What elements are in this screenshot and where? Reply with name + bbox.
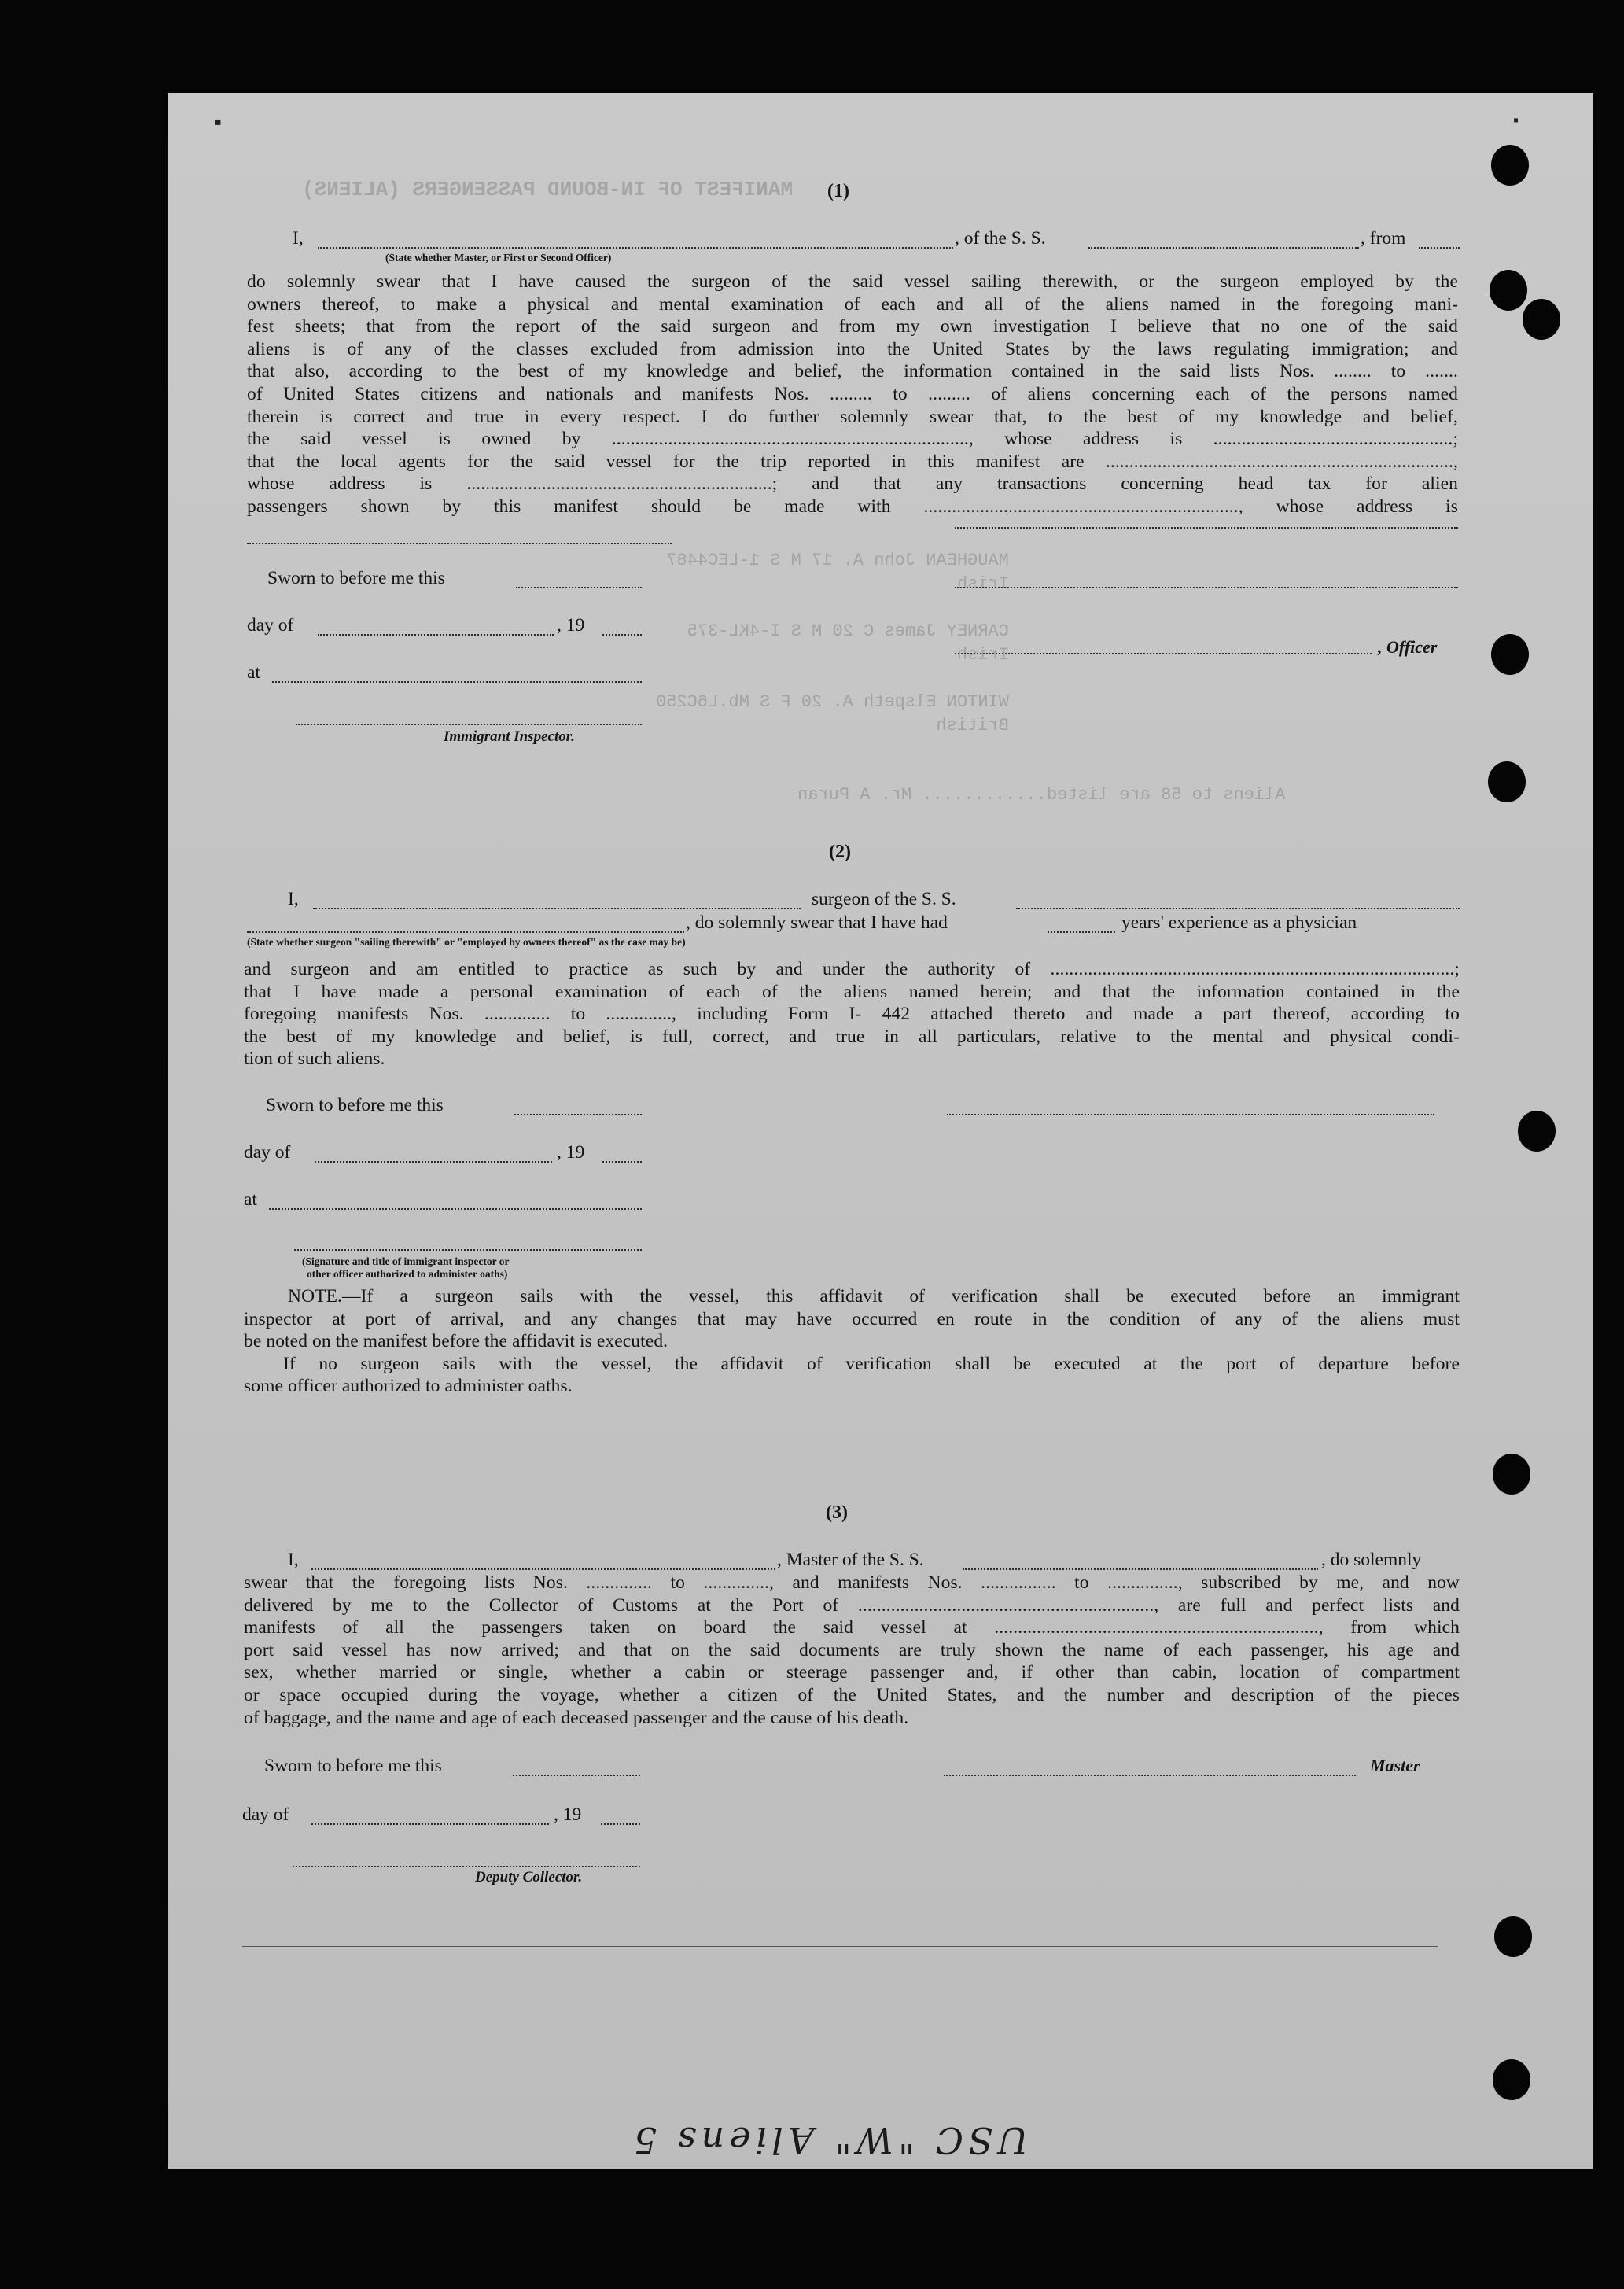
binder-hole [1493,2059,1530,2100]
sworn-year-field-1[interactable] [602,634,642,636]
oath-line: aliens is of any of the classes excluded from admission into the United States by the laws regulating immigration; and [247,338,1458,359]
section-3-number: (3) [826,1502,848,1523]
signature-note-2: other officer authorized to administer oaths) [307,1268,508,1280]
from-label: , from [1361,228,1406,249]
agent-address-field[interactable] [247,543,672,544]
role-note: (State whether Master, or First or Second Officer) [385,252,612,264]
section-3-oath-text [244,1572,1460,1729]
surgeon-type-field[interactable] [247,931,684,933]
master-name-field[interactable] [311,1568,775,1570]
day-of-label-2: day of [244,1142,291,1163]
sworn-year-field-3[interactable] [601,1823,640,1825]
inspector-signature-field[interactable] [296,724,642,725]
sworn-month-field-1[interactable] [318,634,554,636]
surgeon-note: (State whether surgeon "sailing therewith" or "employed by owners thereof" as the case may be) [247,936,686,948]
surgeon-of-ss-label: surgeon of the S. S. [812,889,956,909]
sworn-label-3: Sworn to before me this [264,1756,442,1776]
oath-line: of baggage, and the name and age of each deceased passenger and the cause of his death. [244,1707,909,1728]
surgeon-ship-field[interactable] [1016,908,1460,909]
officer-label: , Officer [1378,637,1438,657]
signature-note-1: (Signature and title of immigrant inspector or [302,1255,510,1267]
section-2-i: I, [288,889,299,909]
day-of-label-3: day of [242,1804,289,1825]
immigrant-inspector-label: Immigrant Inspector. [444,728,575,745]
binder-hole [1491,634,1529,675]
oath-line: whose address is .................................................................; and that any transactions concerning head tax for alien [247,474,1458,495]
sworn-year-field-2[interactable] [602,1161,642,1163]
oath-line: passengers shown by this manifest should be made with ..................................................................., whose address is [247,496,1458,517]
oath-line: and surgeon and am entitled to practice as such by and under the authority of ......................................................................................; [244,959,1460,979]
oath-line: sex, whether married or single, whether a cabin or steerage passenger and, if other than cabin, location of compartment [244,1662,1460,1683]
sworn-place-field-2[interactable] [269,1208,642,1210]
of-the-ss-label: , of the S. S. [955,228,1046,249]
bottom-rule [242,1946,1438,1947]
officer-signature-field[interactable] [955,653,1372,654]
officer-signature-extra-line[interactable] [955,587,1458,588]
binder-hole [1488,761,1526,802]
at-label-2: at [244,1189,257,1210]
section-2-number: (2) [829,842,851,862]
years-experience-label: years' experience as a physician [1121,912,1357,933]
sworn-day-field-3[interactable] [513,1775,640,1776]
officer-name-field[interactable] [318,247,953,249]
bleed-through-header: MANIFEST OF IN-BOUND PASSENGERS (ALIENS) [302,178,794,201]
years-experience-field[interactable] [1048,931,1115,933]
day-of-label-1: day of [247,615,294,636]
section-1-i: I, [293,228,304,249]
sworn-place-field-1[interactable] [272,681,642,683]
oath-line: port said vessel has now arrived; and that on the said documents are truly shown the name of each passenger, his age and [244,1639,1460,1661]
master-ship-field[interactable] [963,1568,1318,1570]
oath-line: foregoing manifests Nos. .............. to .............., including Form I- 442 attached thereto and made a part thereof, according to [244,1004,1460,1025]
swear-had-label: , do solemnly swear that I have had [686,912,948,933]
year-label-3: , 19 [554,1804,582,1825]
section-2-oath-text [244,958,1460,1071]
oath-line: delivered by me to the Collector of Customs at the Port of ..............................................................., are full and perfect lists and [244,1594,1460,1616]
binder-hole [1491,145,1529,186]
year-label-2: , 19 [557,1142,585,1163]
surgeon-signature-field[interactable] [947,1114,1434,1115]
oath-line: fest sheets; that from the report of the said surgeon and from my own investigation I believe that no one of the said [247,316,1458,337]
note-line: inspector at port of arrival, and any changes that may have occurred en route in the condition of any of the aliens must [244,1308,1460,1329]
from-port-field[interactable] [1419,247,1460,249]
ship-name-field[interactable] [1088,247,1359,249]
oath-line: therein is correct and true in every respect. I do further solemnly swear that, to the best of my knowledge and belief, [247,406,1458,427]
sworn-day-field-2[interactable] [514,1114,642,1115]
oath-line: manifests of all the passengers taken on board the said vessel at ....................................................................., from which [244,1617,1460,1638]
handwritten-footer: USC "W" Aliens 5 [629,2119,1029,2162]
bleed-through-rows: MAUGHEAN John A. 17 M S 1-LEC4487 Irish CARNEY James C 20 M S I-4KL-375 Irish WINTON Elspeth A. 20 F S Mb.L6C250 British [656,551,1009,735]
sworn-label-2: Sworn to before me this [266,1095,444,1115]
sworn-day-field-1[interactable] [516,587,642,588]
binder-hole [1523,299,1560,340]
binder-hole [1493,1454,1530,1495]
sworn-label-1: Sworn to before me this [267,568,445,588]
note-line: some officer authorized to administer oaths. [244,1376,573,1397]
master-of-ss-label: , Master of the S. S. [777,1550,924,1570]
oath-line: or space occupied during the voyage, whether a citizen of the United States, and the number and description of the pieces [244,1684,1460,1705]
year-label-1: , 19 [557,615,585,636]
section-1-oath-text [247,271,1458,518]
binder-hole [1494,1916,1532,1957]
at-label-1: at [247,662,260,683]
surgeon-name-field[interactable] [313,908,801,909]
note-line: NOTE.—If a surgeon sails with the vessel, this affidavit of verification shall be executed before an immigrant [288,1286,1460,1307]
officer-signature-extra-line[interactable] [955,527,1458,529]
do-solemnly-label: , do solemnly [1321,1550,1422,1570]
oath-line: that the local agents for the said vessel for the trip reported in this manifest are .........................................................................., [247,451,1458,472]
note-line: be noted on the manifest before the affidavit is executed. [244,1331,668,1352]
oath-line: of United States citizens and nationals and manifests Nos. ......... to ......... of aliens concerning each of the persons named [247,383,1458,404]
sworn-month-field-3[interactable] [311,1823,549,1825]
oath-line: tion of such aliens. [244,1049,385,1070]
deputy-collector-label: Deputy Collector. [475,1869,583,1885]
oath-line: swear that the foregoing lists Nos. .............. to .............., and manifests Nos. ................ to ..............., subscribed by me, and now [244,1572,1460,1593]
note-line: If no surgeon sails with the vessel, the affidavit of verification shall be executed at the port of departure before [283,1353,1460,1374]
margin-mark: ▪ [1513,112,1519,129]
section-1-number: (1) [827,181,849,201]
bleed-through-stamp: Aliens to 58 are listed............ Mr. A Puran [797,785,1286,805]
binder-hole [1490,270,1527,311]
note-text [244,1285,1460,1398]
oath-line: do solemnly swear that I have caused the surgeon of the said vessel sailing therewith, or the surgeon employed by the [247,271,1458,292]
manifest-page [168,93,1593,2169]
oath-line: the said vessel is owned by ............................................................................, whose address is ...................................................; [247,429,1458,450]
collector-signature-field[interactable] [293,1866,640,1867]
oath-line: the best of my knowledge and belief, is full, correct, and true in all particulars, relative to the mental and physical condi- [244,1026,1460,1047]
master-signature-field[interactable] [944,1775,1356,1776]
margin-mark: ▪ [214,110,222,135]
inspector-signature-field-2[interactable] [294,1249,642,1251]
oath-line: that also, according to the best of my knowledge and belief, the information contained in the said lists Nos. ........ to ....... [247,361,1458,382]
oath-line: that I have made a personal examination of each of the aliens named herein; and that the information contained in the [244,981,1460,1002]
binder-hole [1518,1111,1556,1152]
section-3-i: I, [288,1550,299,1570]
master-label: Master [1370,1756,1420,1775]
oath-line: owners thereof, to make a physical and mental examination of each and all of the aliens named in the foregoing mani- [247,293,1458,315]
sworn-month-field-2[interactable] [315,1161,552,1163]
